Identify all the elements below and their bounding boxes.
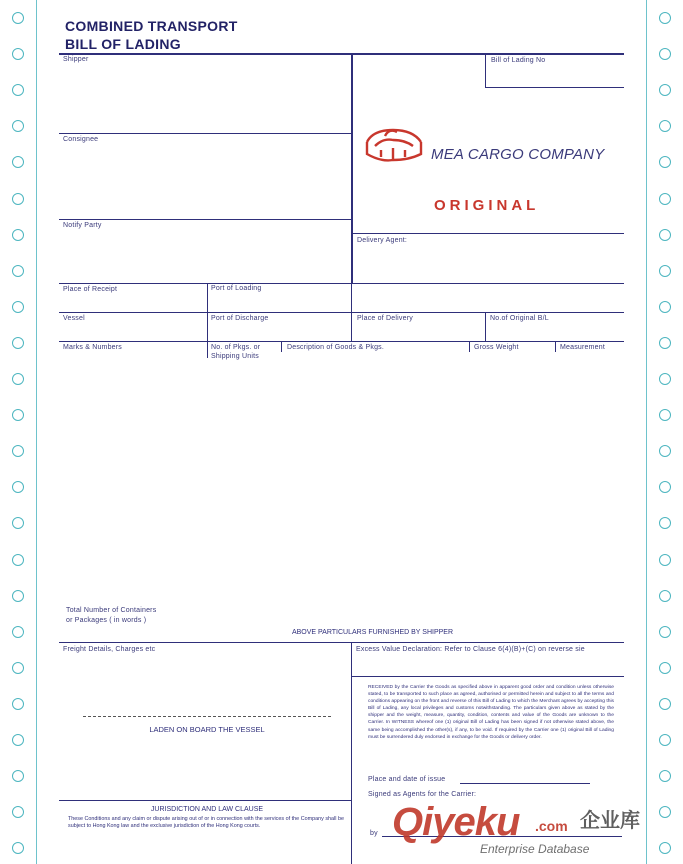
gross-weight-label: Gross Weight — [474, 344, 519, 351]
feed-hole — [659, 84, 671, 96]
freight-details-label: Freight Details, Charges etc — [63, 646, 156, 653]
total-containers-label-1: Total Number of Containers — [66, 607, 157, 614]
watermark-chinese: 企业库 — [580, 810, 640, 832]
document-title-line2: BILL OF LADING — [65, 36, 181, 52]
above-particulars-label: ABOVE PARTICULARS FURNISHED BY SHIPPER — [291, 629, 454, 636]
feed-hole — [12, 337, 24, 349]
feed-hole — [659, 842, 671, 854]
feed-hole — [659, 265, 671, 277]
feed-hole — [659, 517, 671, 529]
feed-hole — [12, 373, 24, 385]
feed-hole — [659, 373, 671, 385]
watermark-tagline: Enterprise Database — [480, 842, 590, 856]
no-of-pkgs-label-2: Shipping Units — [211, 353, 259, 360]
watermark-domain: .com — [535, 818, 568, 834]
signed-as-agents-label: Signed as Agents for the Carrier: — [368, 791, 477, 798]
jurisdiction-title: JURISDICTION AND LAW CLAUSE — [150, 806, 264, 813]
feed-hole — [659, 481, 671, 493]
right-feed-strip — [646, 0, 683, 864]
feed-hole — [12, 698, 24, 710]
place-of-receipt-label: Place of Receipt — [63, 286, 118, 293]
feed-hole — [12, 517, 24, 529]
total-containers-label-2: or Packages ( in words ) — [66, 617, 147, 624]
delivery-agent-rule — [351, 233, 624, 234]
bl-no-box-left — [485, 53, 486, 87]
feed-hole — [659, 698, 671, 710]
jurisdiction-rule — [59, 800, 351, 801]
feed-hole — [12, 12, 24, 24]
feed-hole — [12, 84, 24, 96]
feed-hole — [659, 156, 671, 168]
original-bl-divider — [485, 312, 486, 341]
feed-hole — [659, 193, 671, 205]
feed-hole — [12, 481, 24, 493]
bl-no-box-bottom — [485, 87, 624, 88]
measurement-label: Measurement — [560, 344, 605, 351]
mea-logo-icon — [363, 126, 425, 164]
feed-hole — [659, 229, 671, 241]
notify-rule — [59, 219, 351, 220]
feed-hole — [659, 734, 671, 746]
feed-hole — [659, 409, 671, 421]
no-of-pkgs-label-1: No. of Pkgs. or — [211, 344, 261, 351]
vessel-label: Vessel — [63, 315, 85, 322]
feed-hole — [659, 301, 671, 313]
feed-hole — [659, 554, 671, 566]
feed-hole — [12, 48, 24, 60]
feed-hole — [12, 842, 24, 854]
feed-hole — [12, 445, 24, 457]
feed-hole — [12, 229, 24, 241]
place-of-delivery-label: Place of Delivery — [357, 315, 413, 322]
feed-hole — [659, 770, 671, 782]
marks-row-top — [59, 341, 624, 342]
watermark-brand: Qiyeku — [392, 800, 520, 844]
gross-col-tick — [469, 341, 470, 352]
center-divider — [351, 53, 353, 284]
vessel-row-top — [59, 312, 624, 313]
no-of-original-bl-label: No.of Original B/L — [490, 315, 549, 322]
feed-hole — [12, 626, 24, 638]
port-of-loading-label: Port of Loading — [211, 285, 262, 292]
excess-value-label: Excess Value Declaration: Refer to Clause 6(4)(B)+(C) on reverse sie — [356, 646, 585, 653]
laden-dash-rule — [83, 716, 331, 717]
marks-numbers-label: Marks & Numbers — [63, 344, 123, 351]
excess-value-rule — [351, 676, 624, 677]
feed-hole — [659, 626, 671, 638]
feed-hole — [659, 48, 671, 60]
feed-hole — [12, 662, 24, 674]
feed-hole — [659, 12, 671, 24]
measure-col-tick — [555, 341, 556, 352]
description-label: Description of Goods & Pkgs. — [287, 344, 385, 351]
left-feed-strip — [0, 0, 37, 864]
feed-hole — [659, 337, 671, 349]
feed-hole — [12, 554, 24, 566]
notify-party-label: Notify Party — [63, 222, 102, 229]
desc-col-tick — [281, 341, 282, 352]
feed-hole — [12, 193, 24, 205]
port-of-discharge-label: Port of Discharge — [211, 315, 269, 322]
feed-hole — [12, 301, 24, 313]
document-title-line1: COMBINED TRANSPORT — [65, 18, 238, 34]
feed-hole — [12, 156, 24, 168]
top-rule — [59, 53, 624, 55]
received-clause: RECEIVED by the Carrier the Goods as specified above in apparent good order and condition unless otherwise stated, to be transported to such place as agreed, authorised or permitted herein and subject to all the terms and conditions appearing on the front and reverse of this Bill of Lading to which the Merchant agrees by accepting this Bill of Lading, any local privileges and customs notwithstanding. The particulars given above as stated by the shipper and the weight, measure, quantity, condition, contents and value of the Goods are unknown to the Carrier. In WITNESS whereof one (1) original Bill of Lading has been signed if not otherwise stated above, the same being accomplished the other(s), if any, to be void. If required by the Carrier one (1) original Bill of Lading must be surrendered duly endorsed in exchange for the Goods or delivery order. — [368, 685, 614, 740]
feed-hole — [659, 445, 671, 457]
by-label: by — [370, 830, 378, 837]
feed-hole — [659, 806, 671, 818]
jurisdiction-text: These Conditions and any claim or dispute arising out of or in connection with the services of the Company shall be subject to Hong Kong law and the exclusive jurisdiction of the Hong Kong courts. — [68, 816, 344, 830]
feed-hole — [12, 120, 24, 132]
delivery-agent-label: Delivery Agent: — [357, 237, 408, 244]
consignee-rule — [59, 133, 351, 134]
place-date-issue-label: Place and date of issue — [368, 776, 446, 783]
laden-on-board-label: LADEN ON BOARD THE VESSEL — [149, 725, 265, 734]
receipt-row-top — [59, 283, 624, 284]
freight-row-top — [59, 642, 624, 643]
shipper-label: Shipper — [63, 56, 89, 63]
feed-hole — [659, 662, 671, 674]
company-name: MEA CARGO COMPANY — [431, 146, 605, 163]
feed-hole — [12, 806, 24, 818]
feed-hole — [12, 265, 24, 277]
feed-hole — [12, 734, 24, 746]
bill-of-lading-no-label: Bill of Lading No — [491, 57, 546, 64]
port-col-divider — [207, 283, 208, 358]
feed-hole — [12, 409, 24, 421]
original-stamp: ORIGINAL — [434, 197, 540, 214]
consignee-label: Consignee — [63, 136, 99, 143]
feed-hole — [12, 770, 24, 782]
feed-hole — [659, 590, 671, 602]
place-date-line — [460, 783, 590, 784]
feed-hole — [659, 120, 671, 132]
feed-hole — [12, 590, 24, 602]
